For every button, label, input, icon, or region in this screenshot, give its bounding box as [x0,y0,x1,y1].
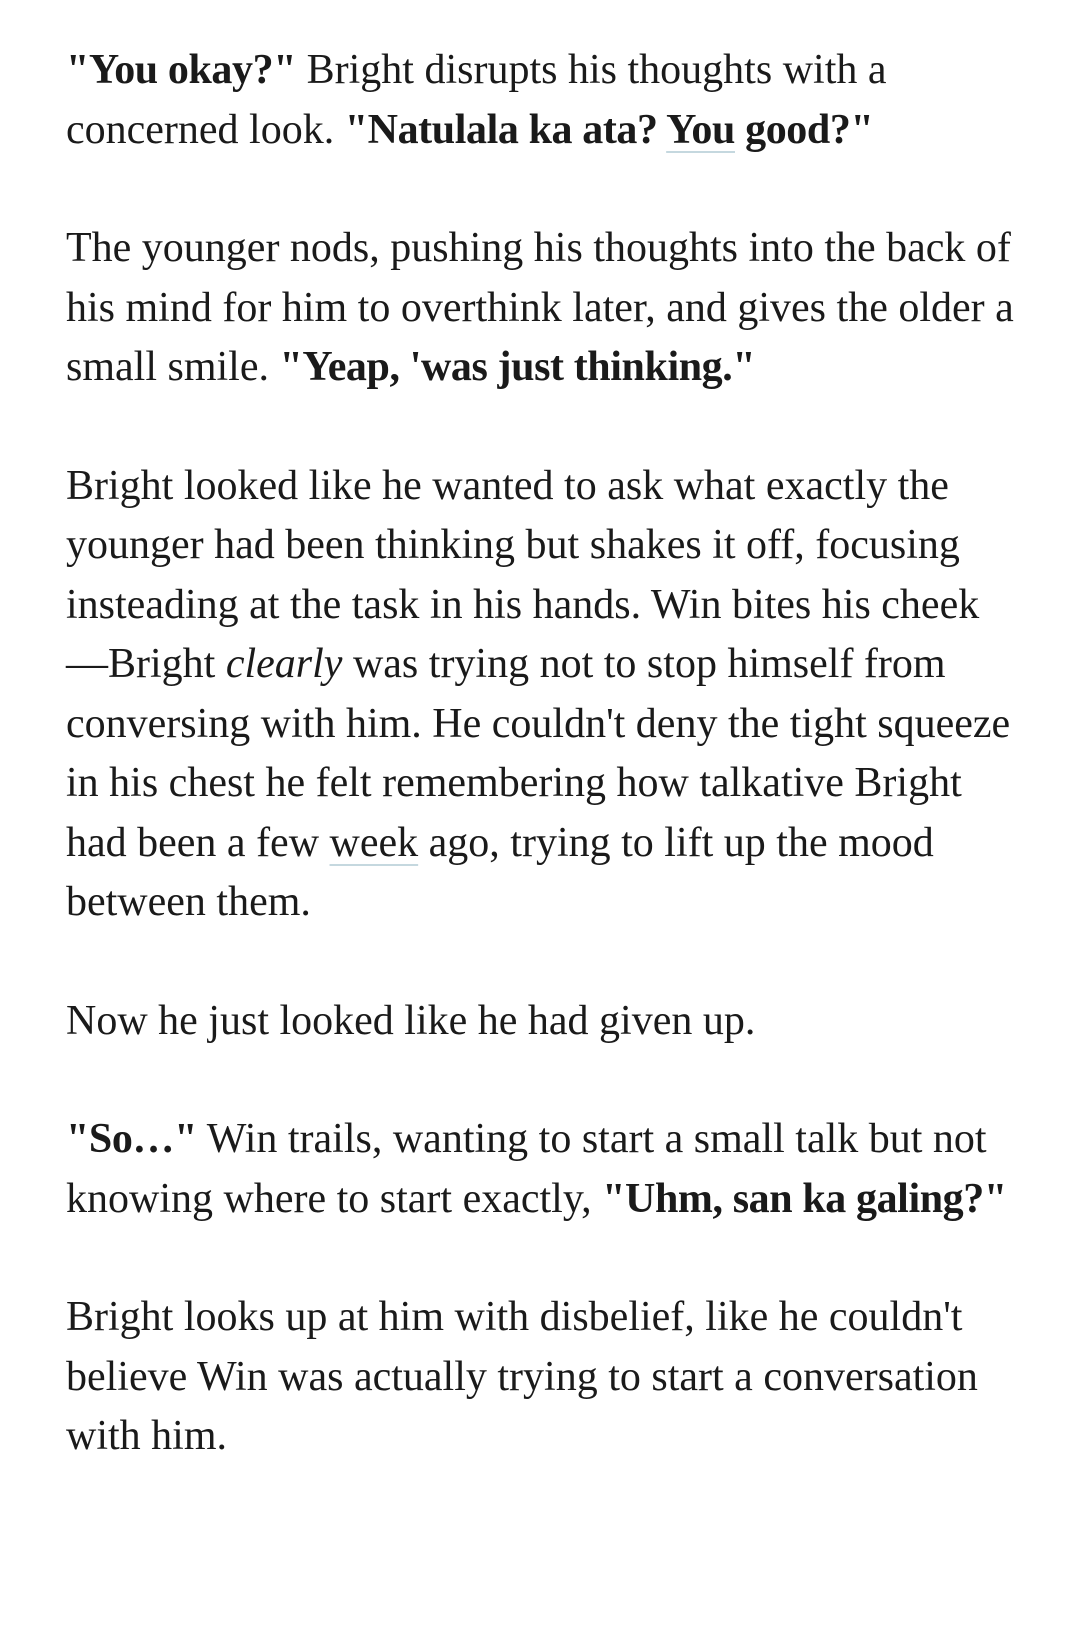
underlined-word-you: You [666,106,735,153]
paragraph-so [66,1110,1020,1229]
paragraph-bright-looks-up [66,1288,1020,1467]
dialogue-natulala: "Natulala ka ata? [344,106,667,153]
narration-bright-disrupts: Bright disrupts his thoughts with a concerned look. [66,47,887,153]
narration-given-up: Now he just looked like he had given up. [66,997,756,1044]
narration-trying-not: was trying not to stop himself from conversing with him. He couldn't deny the tight squeeze in his chest he felt remembering how talkative Bright had been a few [66,641,1011,866]
paragraph-bright-looked [66,457,1020,933]
italic-word-clearly: clearly [225,641,343,687]
paragraph-given-up [66,992,1020,1052]
narration-ago: ago, trying to lift up the mood between them. [66,819,934,925]
narration-younger-nods: The younger nods, pushing his thoughts into the back of his mind for him to overthink later, and gives the older a small smile. [66,225,1014,390]
narration-bright-looks-up: Bright looks up at him with disbelief, like he couldn't believe Win was actually trying to start a conversation with him. [66,1294,978,1459]
dialogue-uhm-san-ka-galing: "Uhm, san ka galing?" [602,1175,1007,1222]
paragraph-younger-nods [66,219,1020,398]
dialogue-so: "So…" [66,1116,197,1162]
dialogue-you-okay: "You okay?" [66,47,297,93]
underlined-word-week: week [329,819,419,866]
paragraph-you-okay [66,41,1020,160]
narration-win-trails: Win trails, wanting to start a small talk but not knowing where to start exactly, [66,1116,987,1222]
dialogue-yeap: "Yeap, 'was just thinking." [279,344,756,390]
narration-bright-looked: Bright looked like he wanted to ask what exactly the younger had been thinking but shakes it off, focusing insteading at the task in his hands. Win bites his cheek—Bright [66,462,980,687]
dialogue-good: good?" [735,106,874,153]
